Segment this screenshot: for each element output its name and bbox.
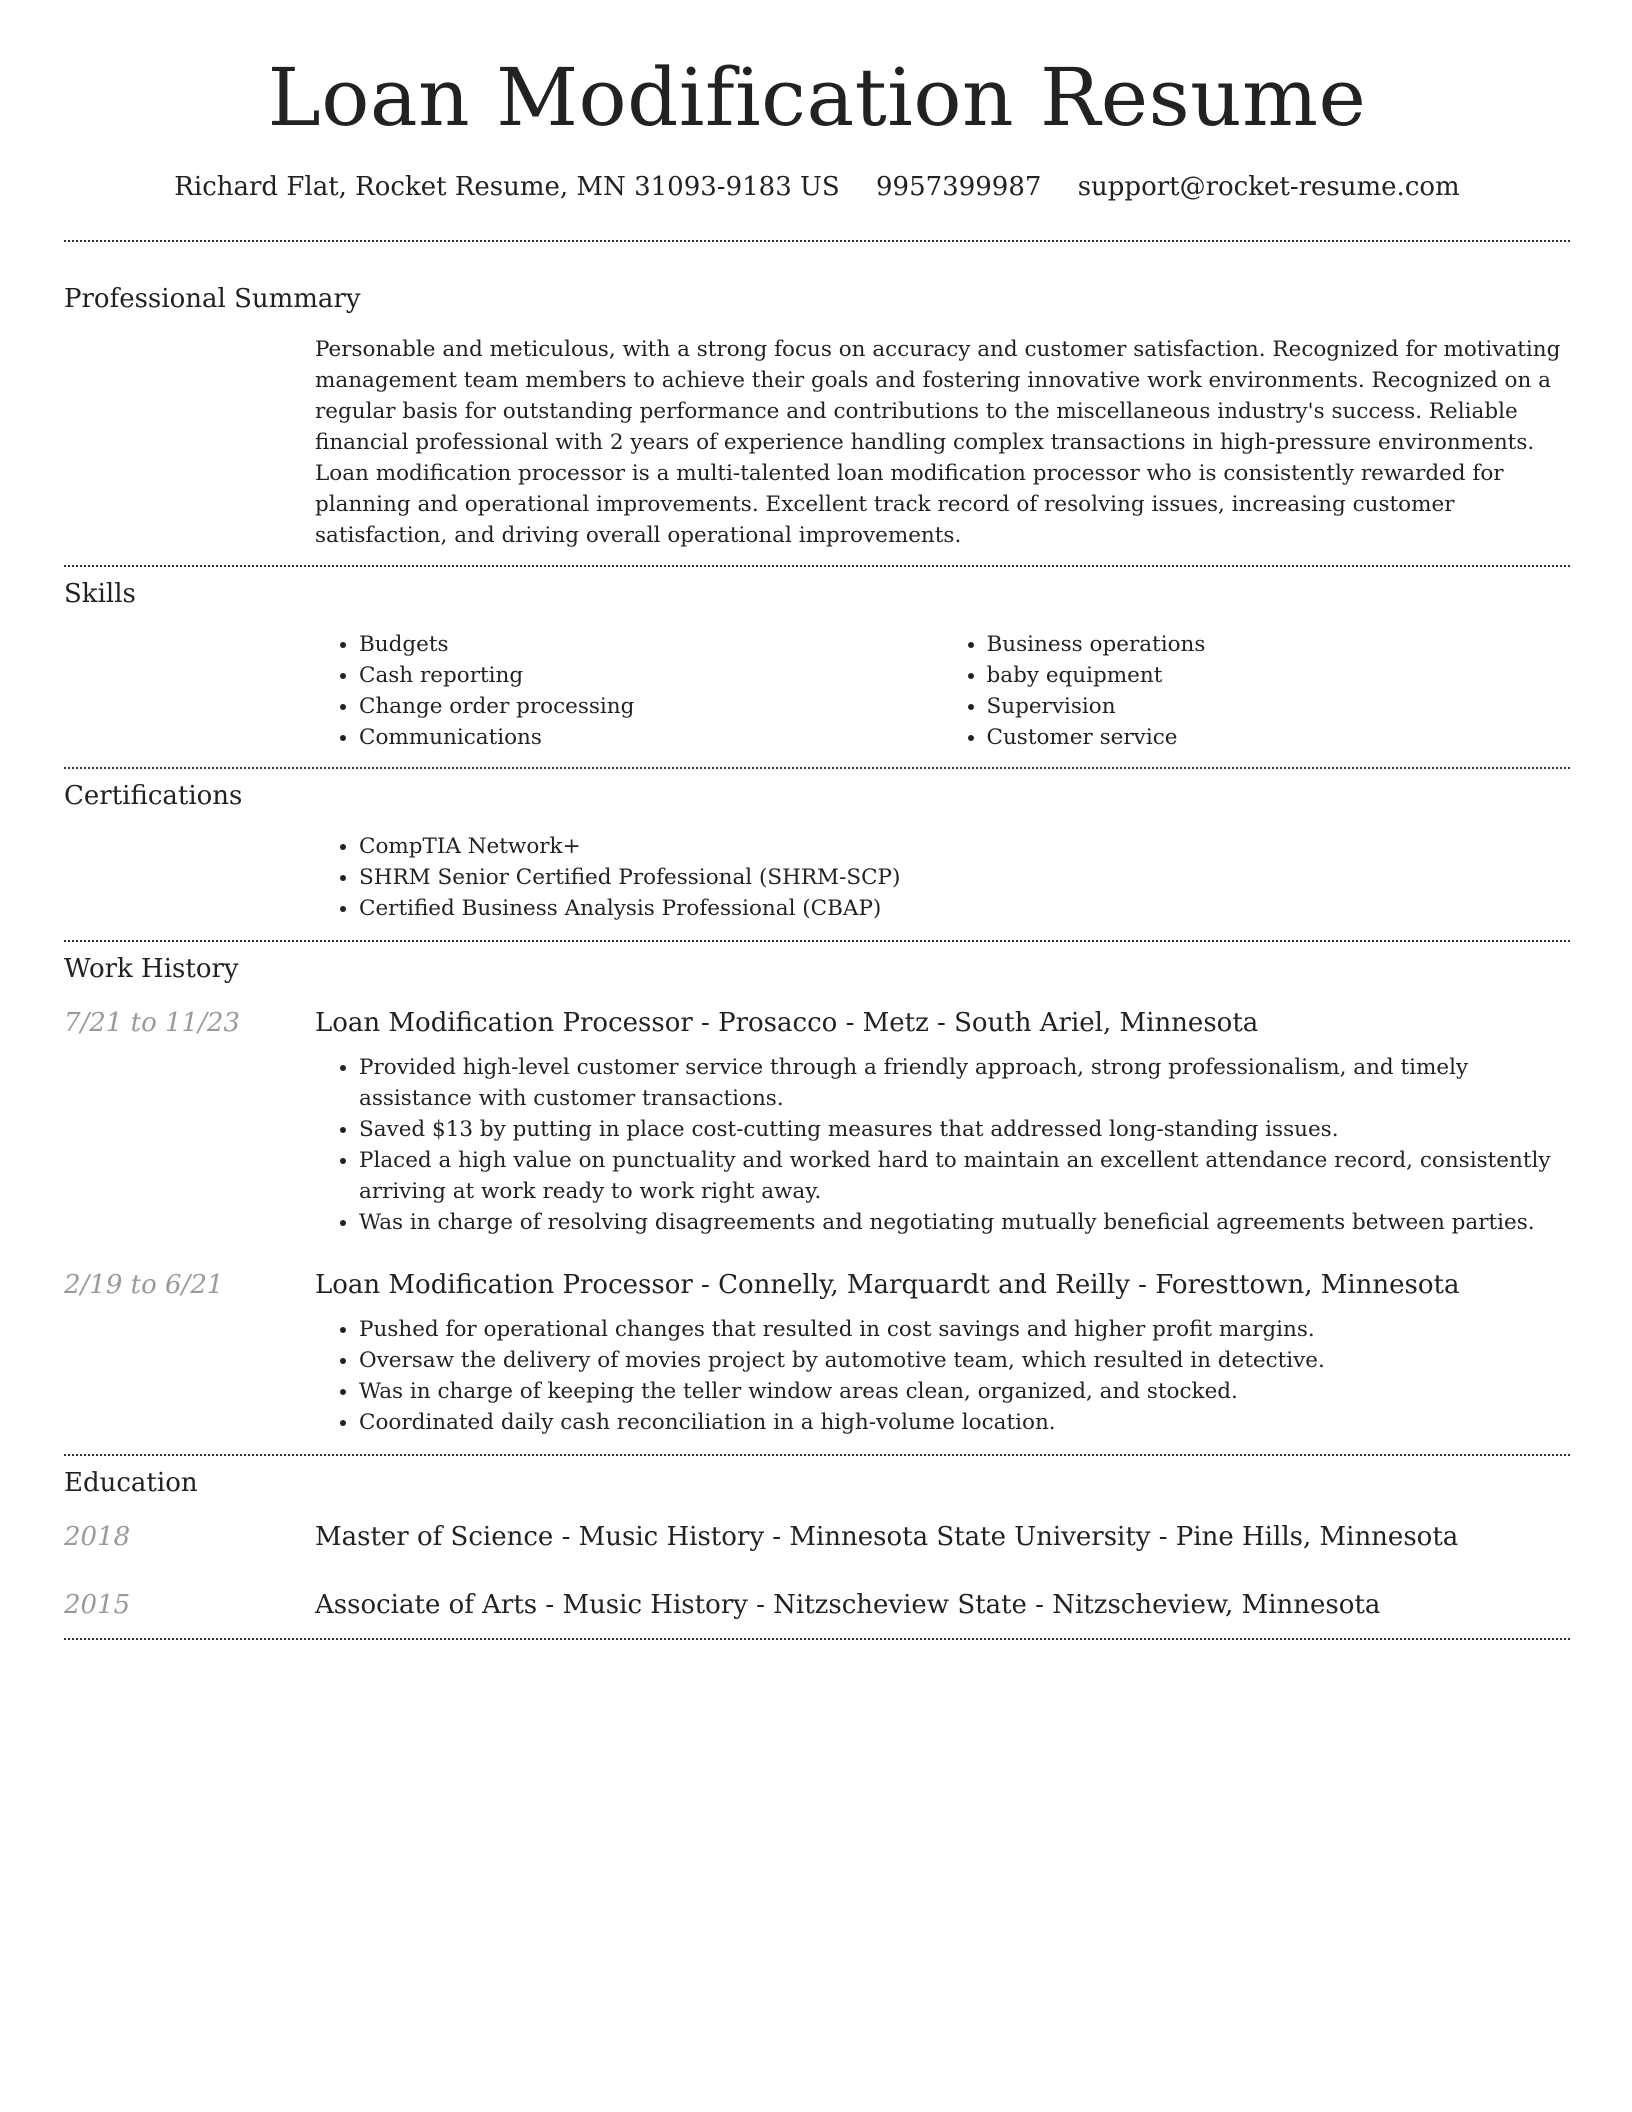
divider xyxy=(64,767,1570,769)
skills-title: Skills xyxy=(64,579,136,609)
list-item: • Cash reporting xyxy=(359,660,943,691)
list-item: • Saved $13 by putting in place cost-cutting measures that addressed long-standing issues. xyxy=(359,1114,1570,1145)
education-heading: Master of Science - Music History - Minnesota State University - Pine Hills, Minnesota xyxy=(315,1522,1459,1552)
list-item: • Oversaw the delivery of movies project by automotive team, which resulted in detective. xyxy=(359,1345,1570,1376)
contact-line xyxy=(64,172,1570,202)
education-heading: Associate of Arts - Music History - Nitzscheview State - Nitzscheview, Minnesota xyxy=(315,1590,1381,1620)
list-item: • SHRM Senior Certified Professional (SHRM-SCP) xyxy=(359,862,1570,893)
divider xyxy=(64,940,1570,942)
list-item: • CompTIA Network+ xyxy=(359,831,1570,862)
job-bullets xyxy=(315,1314,1570,1438)
work-history-section xyxy=(64,954,1570,1438)
education-section xyxy=(64,1468,1570,1622)
summary-section xyxy=(64,284,1570,551)
list-item: • Change order processing xyxy=(359,691,943,722)
education-entry xyxy=(64,1588,1570,1622)
list-item: • Placed a high value on punctuality and worked hard to maintain an excellent attendance record, consistently arriving at work ready to work right away. xyxy=(359,1145,1570,1207)
list-item: • Business operations xyxy=(987,629,1571,660)
contact-address: Richard Flat, Rocket Resume, MN 31093-9183 US xyxy=(174,172,840,202)
divider xyxy=(64,1638,1570,1640)
education-title: Education xyxy=(64,1468,198,1498)
skills-section xyxy=(64,579,1570,753)
list-item: • baby equipment xyxy=(987,660,1571,691)
contact-email: support@rocket-resume.com xyxy=(1077,172,1460,202)
divider xyxy=(64,1454,1570,1456)
job-dates: 2/19 to 6/21 xyxy=(64,1270,224,1300)
education-entry xyxy=(64,1520,1570,1554)
list-item: • Customer service xyxy=(987,722,1571,753)
divider xyxy=(64,565,1570,567)
list-item: • Communications xyxy=(359,722,943,753)
page-title: Loan Modification Resume xyxy=(267,51,1367,144)
resume-page xyxy=(64,0,1570,1640)
job-heading: Loan Modification Processor - Connelly, Marquardt and Reilly - Foresttown, Minnesota xyxy=(315,1270,1460,1300)
list-item: • Was in charge of keeping the teller window areas clean, organized, and stocked. xyxy=(359,1376,1570,1407)
education-year: 2018 xyxy=(64,1522,131,1552)
summary-title: Professional Summary xyxy=(64,284,361,314)
job-heading: Loan Modification Processor - Prosacco - Metz - South Ariel, Minnesota xyxy=(315,1008,1259,1038)
list-item: • Coordinated daily cash reconciliation in a high-volume location. xyxy=(359,1407,1570,1438)
certifications-section xyxy=(64,781,1570,924)
list-item: • Supervision xyxy=(987,691,1571,722)
skills-list-left xyxy=(315,629,943,753)
education-year: 2015 xyxy=(64,1590,131,1620)
job-dates: 7/21 to 11/23 xyxy=(64,1008,240,1038)
certifications-title: Certifications xyxy=(64,781,243,811)
job-entry xyxy=(64,1006,1570,1238)
list-item: • Pushed for operational changes that resulted in cost savings and higher profit margins. xyxy=(359,1314,1570,1345)
list-item: • Provided high-level customer service through a friendly approach, strong professionalism, and timely assistance with customer transactions. xyxy=(359,1052,1570,1114)
summary-text: Personable and meticulous, with a strong focus on accuracy and customer satisfaction. Recognized for motivating management team members to achieve their goals and fostering innovative work environments. Recognized on a regular basis for outstanding performance and contributions to the miscellaneous industry's success. Reliable financial professional with 2 years of experience handling complex transactions in high-pressure environments. Loan modification processor is a multi-talented loan modification processor who is consistently rewarded for planning and operational improvements. Excellent track record of resolving issues, increasing customer satisfaction, and driving overall operational improvements. xyxy=(315,337,1561,548)
work-history-title: Work History xyxy=(64,954,239,984)
list-item: • Was in charge of resolving disagreements and negotiating mutually beneficial agreements between parties. xyxy=(359,1207,1570,1238)
certifications-list xyxy=(315,831,1570,924)
skills-list-right xyxy=(943,629,1571,753)
list-item: • Budgets xyxy=(359,629,943,660)
list-item: • Certified Business Analysis Professional (CBAP) xyxy=(359,893,1570,924)
job-bullets xyxy=(315,1052,1570,1238)
contact-phone: 9957399987 xyxy=(876,172,1042,202)
job-entry xyxy=(64,1268,1570,1438)
divider xyxy=(64,240,1570,242)
